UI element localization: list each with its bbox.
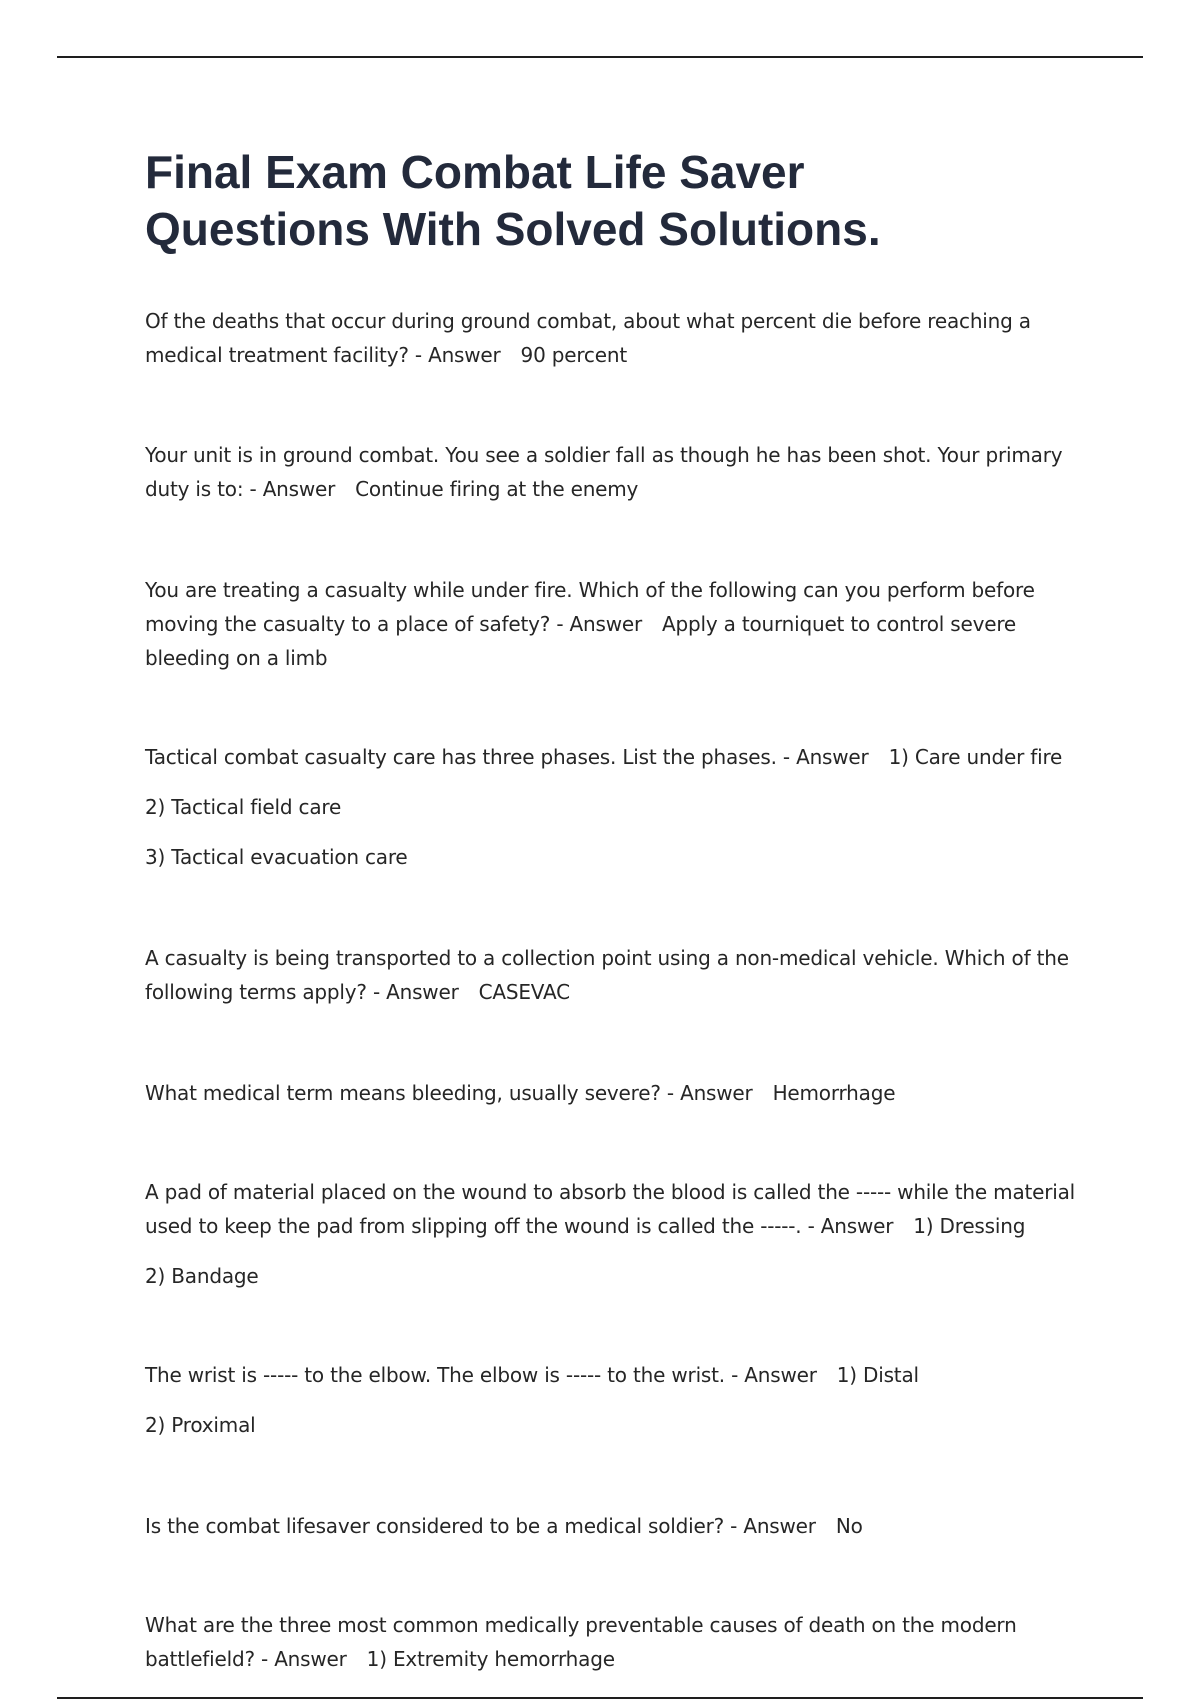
answer-text: 1) Distal xyxy=(836,1363,919,1387)
answer-text: CASEVAC xyxy=(478,980,570,1004)
title-line-1: Final Exam Combat Life Saver xyxy=(145,146,805,198)
answer-line: 2) Tactical field care xyxy=(145,795,342,819)
top-rule xyxy=(57,56,1143,58)
question-text: What are the three most common medically preventable causes of death on the modern battlefield? - Answer xyxy=(145,1613,1017,1671)
bottom-rule xyxy=(57,1697,1143,1699)
qa-item-4 xyxy=(145,740,1085,874)
answer-text: 1) Extremity hemorrhage xyxy=(366,1647,615,1671)
qa-item-7 xyxy=(145,1175,1085,1293)
answer-line: 2) Proximal xyxy=(145,1413,256,1437)
answer-text: 90 percent xyxy=(520,343,627,367)
qa-item-6 xyxy=(145,1076,1085,1110)
answer-text: Hemorrhage xyxy=(772,1081,896,1105)
question-text: Your unit is in ground combat. You see a soldier fall as though he has been shot. Your primary duty is to: - Answer xyxy=(145,443,1063,501)
qa-item-1 xyxy=(145,304,1085,372)
question-text: You are treating a casualty while under fire. Which of the following can you perform before moving the casualty to a place of safety? - Answer xyxy=(145,578,1035,636)
question-text: The wrist is ----- to the elbow. The elbow is ----- to the wrist. - Answer xyxy=(145,1363,817,1387)
answer-line: 3) Tactical evacuation care xyxy=(145,845,408,869)
qa-item-9 xyxy=(145,1509,1085,1543)
question-text: A pad of material placed on the wound to absorb the blood is called the ----- while the material used to keep the pad from slipping off the wound is called the -----. - Answer xyxy=(145,1180,1076,1238)
question-text: Tactical combat casualty care has three phases. List the phases. - Answer xyxy=(145,745,869,769)
question-text: Is the combat lifesaver considered to be a medical soldier? - Answer xyxy=(145,1514,816,1538)
answer-text: 1) Care under fire xyxy=(888,745,1063,769)
qa-item-3 xyxy=(145,573,1085,675)
answer-text: Apply a tourniquet to control severe bleeding on a limb xyxy=(145,612,1017,670)
title-line-2: Questions With Solved Solutions. xyxy=(145,203,881,255)
answer-line: 2) Bandage xyxy=(145,1264,259,1288)
answer-text: 1) Dressing xyxy=(913,1214,1026,1238)
qa-item-10 xyxy=(145,1608,1085,1676)
qa-item-8 xyxy=(145,1358,1085,1442)
qa-item-5 xyxy=(145,941,1085,1009)
qa-item-2 xyxy=(145,438,1085,506)
question-text: Of the deaths that occur during ground combat, about what percent die before reaching a medical treatment facility? - Answer xyxy=(145,309,1031,367)
document-title xyxy=(145,144,1105,258)
answer-text: No xyxy=(835,1514,863,1538)
answer-text: Continue firing at the enemy xyxy=(355,477,639,501)
question-text: What medical term means bleeding, usually severe? - Answer xyxy=(145,1081,753,1105)
question-text: A casualty is being transported to a collection point using a non-medical vehicle. Which of the following terms apply? - Answer xyxy=(145,946,1069,1004)
